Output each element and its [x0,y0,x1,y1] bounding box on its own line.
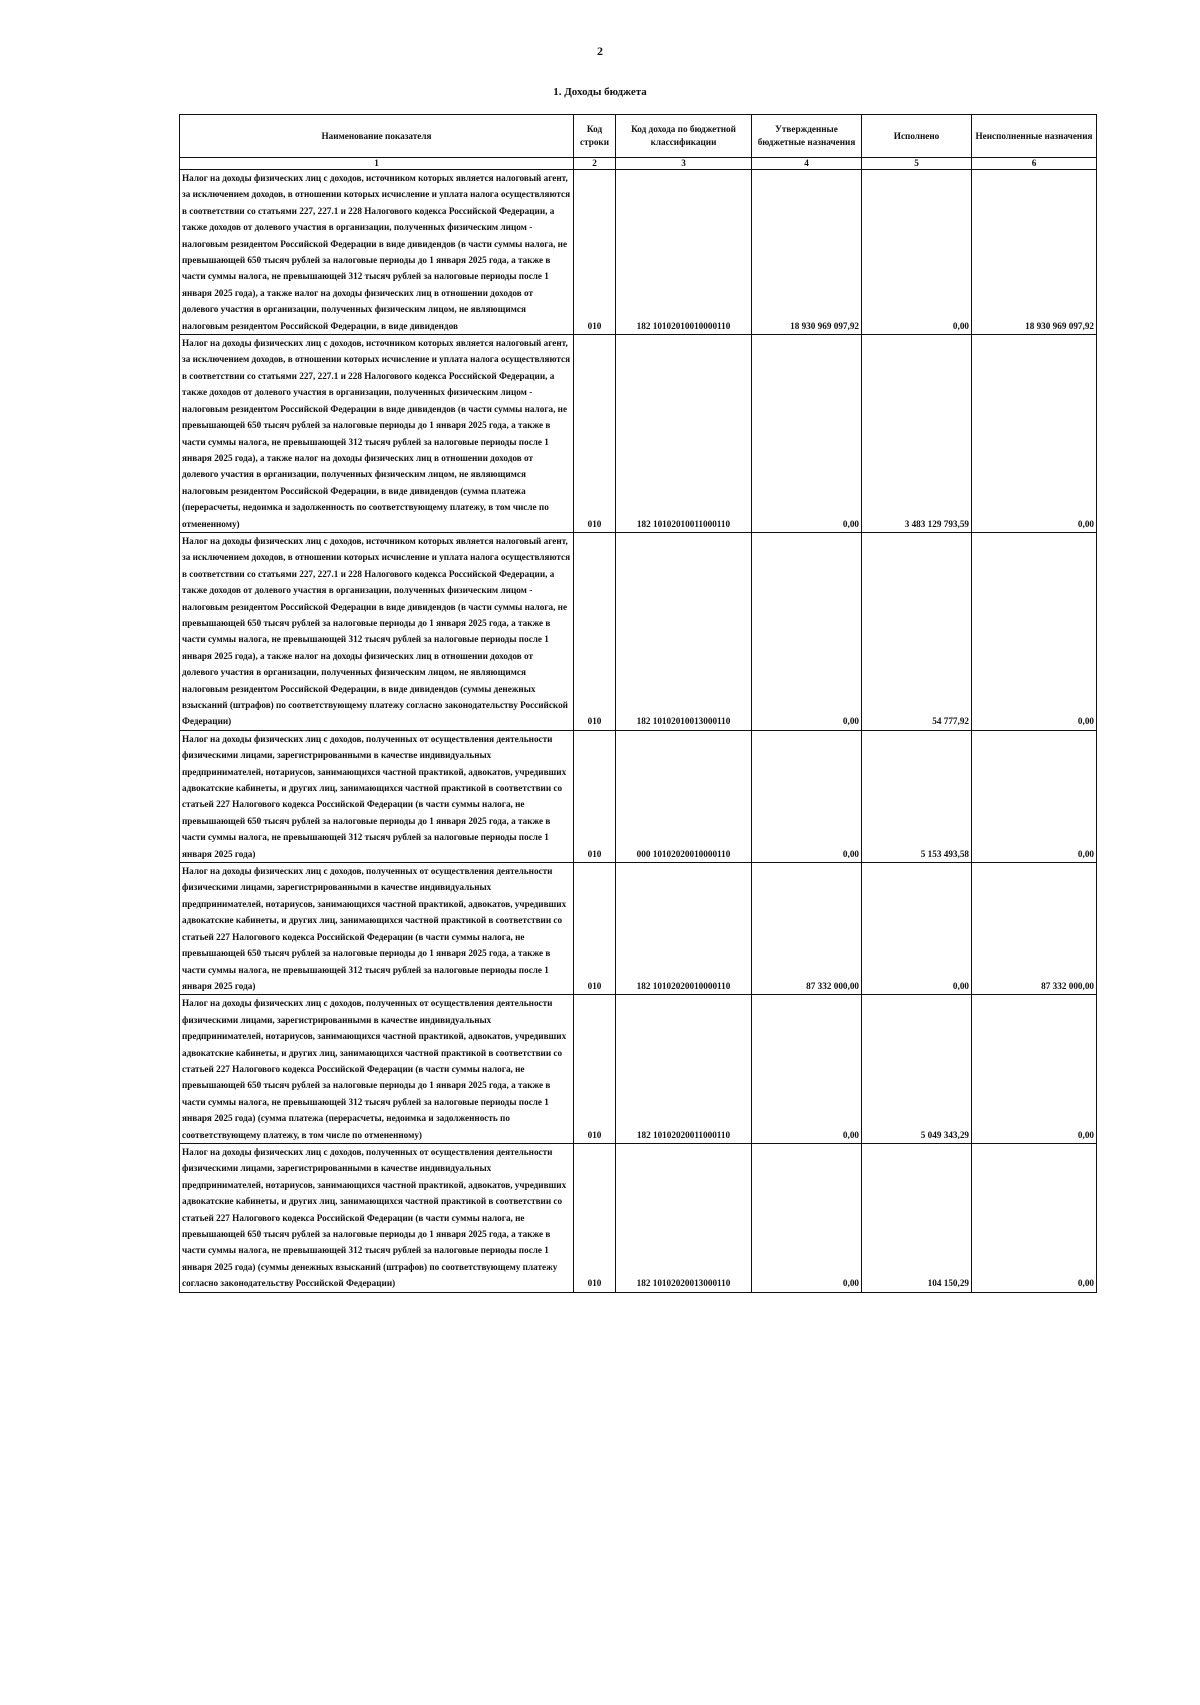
header-name: Наименование показателя [180,115,574,158]
indicator-name: Налог на доходы физических лиц с доходов, полученных от осуществления деятельности физическими лицами, зарегистрированными в качестве индивидуальных предпринимателей, нотариусов, занимающихся частной практикой, адвокатов, учредивших адвокатские кабинеты, и других лиц, занимающихся частной практикой в соответствии со статьей 227 Налогового кодекса Российской Федерации (в части суммы налога, не превышающей 650 тысяч рублей за налоговые периоды до 1 января 2025 года, а также в части суммы налога, не превышающей 312 тысяч рублей за налоговые периоды после 1 января 2025 года) (суммы денежных взысканий (штрафов) по соответствующему платежу согласно законодательству Российской Федерации) [180,1143,574,1292]
unexecuted-amount: 0,00 [972,335,1097,533]
executed-amount: 104 150,29 [862,1143,972,1292]
income-code: 182 10102020010000110 [616,863,752,995]
header-unexecuted: Неисполненные назначения [972,115,1097,158]
header-executed: Исполнено [862,115,972,158]
column-number: 2 [574,158,616,170]
line-code: 010 [574,532,616,730]
income-code: 182 10102020011000110 [616,995,752,1144]
line-code: 010 [574,1143,616,1292]
executed-amount: 3 483 129 793,59 [862,335,972,533]
page-number: 2 [597,44,603,58]
column-number: 1 [180,158,574,170]
unexecuted-amount: 0,00 [972,1143,1097,1292]
section-title: 1. Доходы бюджета [553,86,647,98]
indicator-name: Налог на доходы физических лиц с доходов, источником которых является налоговый агент, за исключением доходов, в отношении которых исчисление и уплата налога осуществляются в соответствии со статьями 227, 227.1 и 228 Налогового кодекса Российской Федерации, а также доходов от долевого участия в организации, полученных физическим лицом - налоговым резидентом Российской Федерации в виде дивидендов (в части суммы налога, не превышающей 650 тысяч рублей за налоговые периоды до 1 января 2025 года, а также в части суммы налога, не превышающей 312 тысяч рублей за налоговые периоды после 1 января 2025 года), а также налог на доходы физических лиц в отношении доходов от долевого участия в организации, полученных физическим лицом, не являющимся налоговым резидентом Российской Федерации, в виде дивидендов [180,170,574,335]
indicator-name: Налог на доходы физических лиц с доходов, источником которых является налоговый агент, за исключением доходов, в отношении которых исчисление и уплата налога осуществляются в соответствии со статьями 227, 227.1 и 228 Налогового кодекса Российской Федерации, а также доходов от долевого участия в организации, полученных физическим лицом - налоговым резидентом Российской Федерации в виде дивидендов (в части суммы налога, не превышающей 650 тысяч рублей за налоговые периоды до 1 января 2025 года, а также в части суммы налога, не превышающей 312 тысяч рублей за налоговые периоды после 1 января 2025 года), а также налог на доходы физических лиц в отношении доходов от долевого участия в организации, полученных физическим лицом, не являющимся налоговым резидентом Российской Федерации, в виде дивидендов (сумма платежа (перерасчеты, недоимка и задолженность по соответствующему платежу, в том числе по отмененному) [180,335,574,533]
column-number: 6 [972,158,1097,170]
header-kbk: Код дохода по бюджетной классификации [616,115,752,158]
table-row [180,335,1097,533]
approved-amount: 0,00 [752,335,862,533]
table-row [180,532,1097,730]
executed-amount: 54 777,92 [862,532,972,730]
executed-amount: 0,00 [862,863,972,995]
income-code: 182 10102010013000110 [616,532,752,730]
unexecuted-amount: 0,00 [972,730,1097,862]
header-row [180,115,1097,158]
column-number: 5 [862,158,972,170]
unexecuted-amount: 0,00 [972,532,1097,730]
executed-amount: 5 153 493,58 [862,730,972,862]
column-number: 3 [616,158,752,170]
unexecuted-amount: 18 930 969 097,92 [972,170,1097,335]
approved-amount: 18 930 969 097,92 [752,170,862,335]
income-code: 000 10102020010000110 [616,730,752,862]
indicator-name: Налог на доходы физических лиц с доходов, полученных от осуществления деятельности физическими лицами, зарегистрированными в качестве индивидуальных предпринимателей, нотариусов, занимающихся частной практикой, адвокатов, учредивших адвокатские кабинеты, и других лиц, занимающихся частной практикой в соответствии со статьей 227 Налогового кодекса Российской Федерации (в части суммы налога, не превышающей 650 тысяч рублей за налоговые периоды до 1 января 2025 года, а также в части суммы налога, не превышающей 312 тысяч рублей за налоговые периоды после 1 января 2025 года) (сумма платежа (перерасчеты, недоимка и задолженность по соответствующему платежу, в том числе по отмененному) [180,995,574,1144]
header-code: Код строки [574,115,616,158]
line-code: 010 [574,335,616,533]
table-row [180,730,1097,862]
approved-amount: 87 332 000,00 [752,863,862,995]
table-row [180,170,1097,335]
unexecuted-amount: 0,00 [972,995,1097,1144]
indicator-name: Налог на доходы физических лиц с доходов, полученных от осуществления деятельности физическими лицами, зарегистрированными в качестве индивидуальных предпринимателей, нотариусов, занимающихся частной практикой, адвокатов, учредивших адвокатские кабинеты, и других лиц, занимающихся частной практикой в соответствии со статьей 227 Налогового кодекса Российской Федерации (в части суммы налога, не превышающей 650 тысяч рублей за налоговые периоды до 1 января 2025 года, а также в части суммы налога, не превышающей 312 тысяч рублей за налоговые периоды после 1 января 2025 года) [180,863,574,995]
executed-amount: 0,00 [862,170,972,335]
table-row [180,1143,1097,1292]
approved-amount: 0,00 [752,995,862,1144]
column-number: 4 [752,158,862,170]
line-code: 010 [574,995,616,1144]
header-approved: Утвержденные бюджетные назначения [752,115,862,158]
income-code: 182 10102020013000110 [616,1143,752,1292]
line-code: 010 [574,170,616,335]
indicator-name: Налог на доходы физических лиц с доходов, полученных от осуществления деятельности физическими лицами, зарегистрированными в качестве индивидуальных предпринимателей, нотариусов, занимающихся частной практикой, адвокатов, учредивших адвокатские кабинеты, и других лиц, занимающихся частной практикой в соответствии со статьей 227 Налогового кодекса Российской Федерации (в части суммы налога, не превышающей 650 тысяч рублей за налоговые периоды до 1 января 2025 года, а также в части суммы налога, не превышающей 312 тысяч рублей за налоговые периоды после 1 января 2025 года) [180,730,574,862]
income-table [179,114,1097,1293]
executed-amount: 5 049 343,29 [862,995,972,1144]
line-code: 010 [574,730,616,862]
unexecuted-amount: 87 332 000,00 [972,863,1097,995]
approved-amount: 0,00 [752,532,862,730]
approved-amount: 0,00 [752,1143,862,1292]
approved-amount: 0,00 [752,730,862,862]
indicator-name: Налог на доходы физических лиц с доходов, источником которых является налоговый агент, за исключением доходов, в отношении которых исчисление и уплата налога осуществляются в соответствии со статьями 227, 227.1 и 228 Налогового кодекса Российской Федерации, а также доходов от долевого участия в организации, полученных физическим лицом - налоговым резидентом Российской Федерации в виде дивидендов (в части суммы налога, не превышающей 650 тысяч рублей за налоговые периоды до 1 января 2025 года, а также в части суммы налога, не превышающей 312 тысяч рублей за налоговые периоды после 1 января 2025 года), а также налог на доходы физических лиц в отношении доходов от долевого участия в организации, полученных физическим лицом, не являющимся налоговым резидентом Российской Федерации, в виде дивидендов (суммы денежных взысканий (штрафов) по соответствующему платежу согласно законодательству Российской Федерации) [180,532,574,730]
income-code: 182 10102010010000110 [616,170,752,335]
line-code: 010 [574,863,616,995]
table-row [180,995,1097,1144]
column-numbering-row [180,158,1097,170]
income-code: 182 10102010011000110 [616,335,752,533]
table-row [180,863,1097,995]
